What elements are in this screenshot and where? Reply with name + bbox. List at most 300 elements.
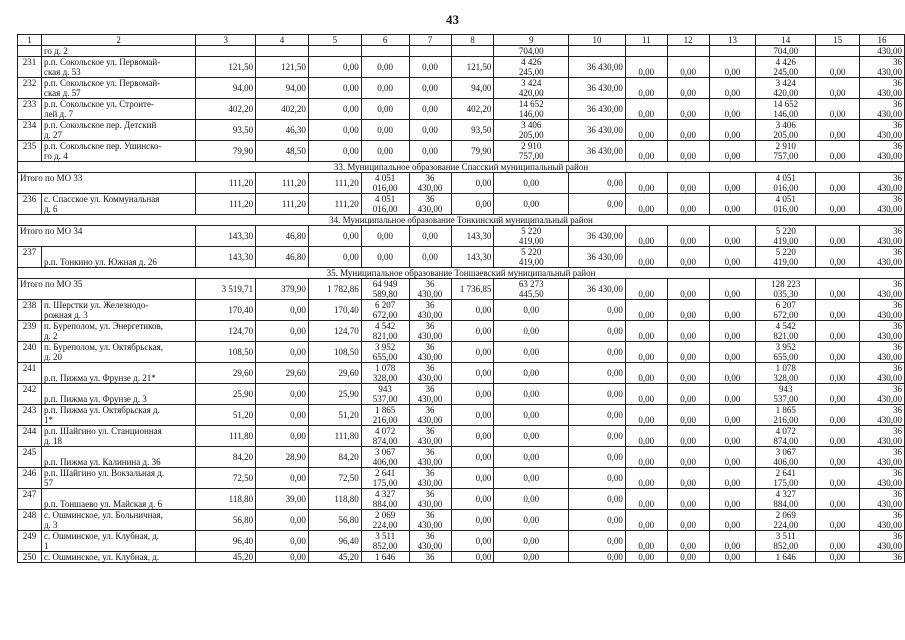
value-cell-16: 36 — [859, 552, 904, 563]
value-cell-5: 84,20 — [308, 447, 361, 468]
value-cell-15: 0,00 — [816, 342, 860, 363]
section-title: 33. Муниципальное образование Спасский муниципальный район — [18, 162, 905, 173]
value-cell-7: 36 430,00 — [409, 510, 451, 531]
header-cell-14: 14 — [756, 35, 816, 46]
value-cell-7: 0,00 — [409, 78, 451, 99]
value-cell-14: 943 537,00 — [756, 384, 816, 405]
value-cell-8: 0,00 — [451, 552, 494, 563]
value-cell-10: 0,00 — [569, 363, 626, 384]
value-cell-7: 36 430,00 — [409, 321, 451, 342]
value-cell-8: 94,00 — [451, 78, 494, 99]
header-cell-7: 7 — [409, 35, 451, 46]
value-cell-13: 0,00 — [709, 300, 756, 321]
table-row — [18, 384, 905, 405]
value-cell-12: 0,00 — [667, 300, 709, 321]
value-cell-11: 0,00 — [625, 141, 667, 162]
value-cell-9: 2 910 757,00 — [494, 141, 569, 162]
value-cell-13: 0,00 — [709, 226, 756, 247]
value-cell-13: 0,00 — [709, 78, 756, 99]
page-number: 43 — [446, 12, 459, 27]
value-cell-14: 1 865 216,00 — [756, 405, 816, 426]
value-cell-14: 3 511 852,00 — [756, 531, 816, 552]
header-cell-2: 2 — [41, 35, 195, 46]
value-cell-16: 36 430,00 — [859, 120, 904, 141]
value-cell-3: 143,30 — [196, 226, 256, 247]
value-cell-9: 0,00 — [494, 300, 569, 321]
value-cell-4: 121,50 — [256, 57, 309, 78]
table-row — [18, 194, 905, 215]
row-number: 247 — [18, 489, 42, 510]
value-cell-6: 943 537,00 — [361, 384, 409, 405]
value-cell-13: 0,00 — [709, 384, 756, 405]
header-cell-8: 8 — [451, 35, 494, 46]
value-cell-14: 4 051 016,00 — [756, 173, 816, 194]
value-cell-7: 36 430,00 — [409, 342, 451, 363]
value-cell-4: 0,00 — [256, 321, 309, 342]
value-cell-7: 36 430,00 — [409, 300, 451, 321]
address-cell: р.п. Сокольское ул. Первомай- ская д. 53 — [41, 57, 195, 78]
value-cell-6 — [361, 46, 409, 57]
value-cell-4: 48,50 — [256, 141, 309, 162]
value-cell-6: 4 542 821,00 — [361, 321, 409, 342]
address-cell: р.п. Шайгино ул. Вокзальная д. 57 — [41, 468, 195, 489]
section-title: 35. Муниципальное образование Тоншаевский муниципальный район — [18, 268, 905, 279]
value-cell-8: 0,00 — [451, 173, 494, 194]
value-cell-9: 4 426 245,00 — [494, 57, 569, 78]
value-cell-3: 56,80 — [196, 510, 256, 531]
value-cell-4: 0,00 — [256, 468, 309, 489]
value-cell-5: 0,00 — [308, 141, 361, 162]
value-cell-14: 4 072 874,00 — [756, 426, 816, 447]
value-cell-5: 0,00 — [308, 120, 361, 141]
value-cell-12: 0,00 — [667, 489, 709, 510]
value-cell-7: 36 430,00 — [409, 531, 451, 552]
value-cell-3: 29,60 — [196, 363, 256, 384]
value-cell-11: 0,00 — [625, 173, 667, 194]
value-cell-13: 0,00 — [709, 321, 756, 342]
value-cell-11: 0,00 — [625, 342, 667, 363]
value-cell-5: 1 782,86 — [308, 279, 361, 300]
data-table — [17, 34, 905, 563]
value-cell-16: 36 430,00 — [859, 363, 904, 384]
value-cell-15: 0,00 — [816, 226, 860, 247]
value-cell-15: 0,00 — [816, 552, 860, 563]
table-row — [18, 552, 905, 563]
value-cell-6: 0,00 — [361, 141, 409, 162]
value-cell-11: 0,00 — [625, 531, 667, 552]
value-cell-6: 4 327 884,00 — [361, 489, 409, 510]
row-number: 239 — [18, 321, 42, 342]
value-cell-13: 0,00 — [709, 247, 756, 268]
value-cell-3: 25,90 — [196, 384, 256, 405]
table-row — [18, 141, 905, 162]
value-cell-12: 0,00 — [667, 141, 709, 162]
value-cell-9: 0,00 — [494, 194, 569, 215]
value-cell-10: 0,00 — [569, 510, 626, 531]
value-cell-16: 36 430,00 — [859, 321, 904, 342]
row-number: 237 — [18, 247, 42, 268]
value-cell-3: 124,70 — [196, 321, 256, 342]
value-cell-8: 0,00 — [451, 321, 494, 342]
header-cell-16: 16 — [859, 35, 904, 46]
address-cell: го д. 2 — [41, 46, 195, 57]
table-row — [18, 531, 905, 552]
address-cell: с. Спасское ул. Коммунальная д. 6 — [41, 194, 195, 215]
value-cell-14: 6 207 672,00 — [756, 300, 816, 321]
value-cell-15: 0,00 — [816, 173, 860, 194]
header-cell-4: 4 — [256, 35, 309, 46]
total-row — [18, 226, 905, 247]
value-cell-8: 143,30 — [451, 226, 494, 247]
value-cell-7: 36 430,00 — [409, 447, 451, 468]
value-cell-8: 0,00 — [451, 489, 494, 510]
value-cell-12: 0,00 — [667, 426, 709, 447]
row-number: 250 — [18, 552, 42, 563]
value-cell-11: 0,00 — [625, 300, 667, 321]
value-cell-14: 4 051 016,00 — [756, 194, 816, 215]
total-row — [18, 279, 905, 300]
header-cell-5: 5 — [308, 35, 361, 46]
table-row — [18, 247, 905, 268]
value-cell-12: 0,00 — [667, 468, 709, 489]
table-row — [18, 321, 905, 342]
value-cell-11: 0,00 — [625, 226, 667, 247]
table-row — [18, 46, 905, 57]
value-cell-9: 3 424 420,00 — [494, 78, 569, 99]
value-cell-4: 28,90 — [256, 447, 309, 468]
value-cell-15: 0,00 — [816, 363, 860, 384]
value-cell-12: 0,00 — [667, 194, 709, 215]
value-cell-16: 36 430,00 — [859, 141, 904, 162]
address-cell: п. Буреполом, ул. Октябрьская, д. 20 — [41, 342, 195, 363]
value-cell-6: 0,00 — [361, 247, 409, 268]
value-cell-14: 3 406 205,00 — [756, 120, 816, 141]
value-cell-15: 0,00 — [816, 279, 860, 300]
value-cell-15: 0,00 — [816, 141, 860, 162]
value-cell-3: 111,20 — [196, 194, 256, 215]
value-cell-12: 0,00 — [667, 247, 709, 268]
value-cell-13: 0,00 — [709, 279, 756, 300]
value-cell-3: 108,50 — [196, 342, 256, 363]
value-cell-7: 36 430,00 — [409, 194, 451, 215]
value-cell-10: 0,00 — [569, 342, 626, 363]
address-cell: р.п. Тоншаево ул. Майская д. 6 — [41, 489, 195, 510]
value-cell-16: 36 430,00 — [859, 247, 904, 268]
value-cell-4: 46,80 — [256, 226, 309, 247]
value-cell-12: 0,00 — [667, 363, 709, 384]
value-cell-9: 0,00 — [494, 363, 569, 384]
value-cell-11: 0,00 — [625, 510, 667, 531]
value-cell-15: 0,00 — [816, 57, 860, 78]
value-cell-10: 36 430,00 — [569, 226, 626, 247]
value-cell-10: 0,00 — [569, 405, 626, 426]
value-cell-13: 0,00 — [709, 426, 756, 447]
section-title: 34. Муниципальное образование Тонкинский муниципальный район — [18, 215, 905, 226]
value-cell-16: 36 430,00 — [859, 173, 904, 194]
header-cell-12: 12 — [667, 35, 709, 46]
value-cell-7: 36 430,00 — [409, 426, 451, 447]
value-cell-11: 0,00 — [625, 384, 667, 405]
value-cell-8: 0,00 — [451, 531, 494, 552]
header-cell-1: 1 — [18, 35, 42, 46]
value-cell-8 — [451, 46, 494, 57]
table-row — [18, 342, 905, 363]
value-cell-9: 0,00 — [494, 510, 569, 531]
value-cell-12: 0,00 — [667, 531, 709, 552]
value-cell-9: 5 220 419,00 — [494, 247, 569, 268]
row-number: 241 — [18, 363, 42, 384]
row-number: 248 — [18, 510, 42, 531]
value-cell-3: 96,40 — [196, 531, 256, 552]
value-cell-12: 0,00 — [667, 173, 709, 194]
table-row — [18, 78, 905, 99]
value-cell-11: 0,00 — [625, 120, 667, 141]
value-cell-8: 0,00 — [451, 426, 494, 447]
value-cell-14: 4 542 821,00 — [756, 321, 816, 342]
table-row — [18, 99, 905, 120]
value-cell-3: 121,50 — [196, 57, 256, 78]
address-cell: п. Шерстки ул. Железнодо- рожная д. 3 — [41, 300, 195, 321]
value-cell-10: 0,00 — [569, 552, 626, 563]
value-cell-6: 3 952 655,00 — [361, 342, 409, 363]
value-cell-16: 36 430,00 — [859, 300, 904, 321]
value-cell-7: 0,00 — [409, 141, 451, 162]
value-cell-4: 94,00 — [256, 78, 309, 99]
header-cell-3: 3 — [196, 35, 256, 46]
value-cell-11: 0,00 — [625, 78, 667, 99]
value-cell-5: 25,90 — [308, 384, 361, 405]
total-label: Итого по МО 33 — [18, 173, 196, 194]
value-cell-14: 1 646 — [756, 552, 816, 563]
value-cell-9: 0,00 — [494, 426, 569, 447]
value-cell-11: 0,00 — [625, 321, 667, 342]
value-cell-11: 0,00 — [625, 57, 667, 78]
value-cell-3: 94,00 — [196, 78, 256, 99]
header-cell-15: 15 — [816, 35, 860, 46]
value-cell-8: 0,00 — [451, 447, 494, 468]
value-cell-14: 14 652 146,00 — [756, 99, 816, 120]
value-cell-12: 0,00 — [667, 226, 709, 247]
value-cell-13: 0,00 — [709, 510, 756, 531]
address-cell: р.п. Сокольское ул. Строите- лей д. 7 — [41, 99, 195, 120]
value-cell-12: 0,00 — [667, 99, 709, 120]
value-cell-10: 36 430,00 — [569, 57, 626, 78]
value-cell-11: 0,00 — [625, 468, 667, 489]
value-cell-9: 0,00 — [494, 384, 569, 405]
value-cell-3: 45,20 — [196, 552, 256, 563]
value-cell-14: 4 426 245,00 — [756, 57, 816, 78]
value-cell-8: 1 736,85 — [451, 279, 494, 300]
address-cell: п. Буреполом, ул. Энергетиков, д. 2 — [41, 321, 195, 342]
value-cell-14: 3 952 655,00 — [756, 342, 816, 363]
row-number: 244 — [18, 426, 42, 447]
value-cell-6: 64 949 589,80 — [361, 279, 409, 300]
value-cell-6: 0,00 — [361, 57, 409, 78]
value-cell-5: 118,80 — [308, 489, 361, 510]
value-cell-13: 0,00 — [709, 363, 756, 384]
value-cell-7 — [409, 46, 451, 57]
value-cell-3: 3 519,71 — [196, 279, 256, 300]
value-cell-3: 402,20 — [196, 99, 256, 120]
value-cell-11: 0,00 — [625, 279, 667, 300]
value-cell-10: 36 430,00 — [569, 141, 626, 162]
row-number: 249 — [18, 531, 42, 552]
value-cell-16: 36 430,00 — [859, 468, 904, 489]
value-cell-13: 0,00 — [709, 194, 756, 215]
value-cell-11: 0,00 — [625, 552, 667, 563]
value-cell-16: 36 430,00 — [859, 531, 904, 552]
value-cell-6: 2 069 224,00 — [361, 510, 409, 531]
value-cell-15: 0,00 — [816, 468, 860, 489]
value-cell-10: 0,00 — [569, 426, 626, 447]
value-cell-7: 36 430,00 — [409, 468, 451, 489]
value-cell-7: 36 430,00 — [409, 489, 451, 510]
address-cell: р.п. Пижма ул. Фрунзе д. 3 — [41, 384, 195, 405]
value-cell-11: 0,00 — [625, 363, 667, 384]
address-cell: р.п. Сокольское пер. Детский д. 27 — [41, 120, 195, 141]
value-cell-11: 0,00 — [625, 489, 667, 510]
value-cell-6: 0,00 — [361, 99, 409, 120]
value-cell-3: 51,20 — [196, 405, 256, 426]
header-cell-10: 10 — [569, 35, 626, 46]
value-cell-14: 3 424 420,00 — [756, 78, 816, 99]
value-cell-5: 170,40 — [308, 300, 361, 321]
value-cell-15: 0,00 — [816, 78, 860, 99]
value-cell-9: 0,00 — [494, 342, 569, 363]
address-cell: р.п. Сокольское ул. Первомай- ская д. 57 — [41, 78, 195, 99]
value-cell-12: 0,00 — [667, 321, 709, 342]
header-cell-11: 11 — [625, 35, 667, 46]
value-cell-9: 0,00 — [494, 552, 569, 563]
value-cell-6: 1 865 216,00 — [361, 405, 409, 426]
value-cell-13: 0,00 — [709, 489, 756, 510]
value-cell-15: 0,00 — [816, 447, 860, 468]
value-cell-13: 0,00 — [709, 468, 756, 489]
value-cell-8: 0,00 — [451, 510, 494, 531]
value-cell-5: 0,00 — [308, 57, 361, 78]
value-cell-13: 0,00 — [709, 120, 756, 141]
value-cell-4: 111,20 — [256, 194, 309, 215]
value-cell-15: 0,00 — [816, 321, 860, 342]
value-cell-14: 2 069 224,00 — [756, 510, 816, 531]
header-cell-13: 13 — [709, 35, 756, 46]
value-cell-10: 0,00 — [569, 194, 626, 215]
address-cell: р.п. Пижма ул. Фрунзе д. 21* — [41, 363, 195, 384]
total-row — [18, 173, 905, 194]
value-cell-16: 36 430,00 — [859, 57, 904, 78]
value-cell-3: 84,20 — [196, 447, 256, 468]
value-cell-10: 0,00 — [569, 531, 626, 552]
value-cell-13: 0,00 — [709, 552, 756, 563]
value-cell-7: 0,00 — [409, 247, 451, 268]
value-cell-6: 4 051 016,00 — [361, 194, 409, 215]
value-cell-11: 0,00 — [625, 426, 667, 447]
value-cell-6: 3 511 852,00 — [361, 531, 409, 552]
table-row — [18, 489, 905, 510]
value-cell-7: 36 430,00 — [409, 279, 451, 300]
value-cell-4: 402,20 — [256, 99, 309, 120]
value-cell-9: 0,00 — [494, 173, 569, 194]
value-cell-11: 0,00 — [625, 405, 667, 426]
value-cell-10: 0,00 — [569, 447, 626, 468]
value-cell-14: 704,00 — [756, 46, 816, 57]
value-cell-9: 0,00 — [494, 468, 569, 489]
value-cell-4: 0,00 — [256, 342, 309, 363]
value-cell-13: 0,00 — [709, 99, 756, 120]
value-cell-9: 3 406 205,00 — [494, 120, 569, 141]
value-cell-3: 79,90 — [196, 141, 256, 162]
row-number: 245 — [18, 447, 42, 468]
value-cell-6: 2 641 175,00 — [361, 468, 409, 489]
value-cell-9: 0,00 — [494, 531, 569, 552]
value-cell-13: 0,00 — [709, 173, 756, 194]
value-cell-8: 0,00 — [451, 384, 494, 405]
value-cell-16: 36 430,00 — [859, 510, 904, 531]
table-row — [18, 447, 905, 468]
value-cell-7: 0,00 — [409, 57, 451, 78]
value-cell-14: 2 910 757,00 — [756, 141, 816, 162]
value-cell-15: 0,00 — [816, 489, 860, 510]
value-cell-5: 0,00 — [308, 99, 361, 120]
value-cell-13: 0,00 — [709, 141, 756, 162]
row-number: 240 — [18, 342, 42, 363]
value-cell-5: 124,70 — [308, 321, 361, 342]
table-row — [18, 468, 905, 489]
table-row — [18, 57, 905, 78]
value-cell-10: 0,00 — [569, 300, 626, 321]
value-cell-14: 128 223 035,30 — [756, 279, 816, 300]
value-cell-8: 143,30 — [451, 247, 494, 268]
row-number: 246 — [18, 468, 42, 489]
value-cell-12: 0,00 — [667, 279, 709, 300]
address-cell: р.п. Шайгино ул. Станционная д. 18 — [41, 426, 195, 447]
value-cell-3: 111,20 — [196, 173, 256, 194]
value-cell-16: 36 430,00 — [859, 226, 904, 247]
address-cell: р.п. Пижма ул. Калинина д. 36 — [41, 447, 195, 468]
address-cell: р.п. Сокольское пер. Ушинско- го д. 4 — [41, 141, 195, 162]
value-cell-8: 0,00 — [451, 468, 494, 489]
value-cell-4: 0,00 — [256, 552, 309, 563]
value-cell-10: 0,00 — [569, 489, 626, 510]
value-cell-5: 108,50 — [308, 342, 361, 363]
value-cell-16: 36 430,00 — [859, 342, 904, 363]
value-cell-5: 29,60 — [308, 363, 361, 384]
value-cell-3: 72,50 — [196, 468, 256, 489]
value-cell-3: 111,80 — [196, 426, 256, 447]
value-cell-6: 0,00 — [361, 120, 409, 141]
value-cell-5: 72,50 — [308, 468, 361, 489]
value-cell-8: 93,50 — [451, 120, 494, 141]
table-row — [18, 510, 905, 531]
value-cell-9: 0,00 — [494, 489, 569, 510]
value-cell-3: 143,30 — [196, 247, 256, 268]
value-cell-9: 0,00 — [494, 405, 569, 426]
value-cell-14: 5 220 419,00 — [756, 247, 816, 268]
value-cell-12: 0,00 — [667, 552, 709, 563]
value-cell-4: 46,80 — [256, 247, 309, 268]
row-number: 234 — [18, 120, 42, 141]
value-cell-10: 36 430,00 — [569, 279, 626, 300]
value-cell-9: 5 220 419,00 — [494, 226, 569, 247]
value-cell-8: 121,50 — [451, 57, 494, 78]
value-cell-15: 0,00 — [816, 384, 860, 405]
value-cell-14: 1 078 328,00 — [756, 363, 816, 384]
value-cell-10: 36 430,00 — [569, 120, 626, 141]
value-cell-4 — [256, 46, 309, 57]
value-cell-16: 36 430,00 — [859, 78, 904, 99]
value-cell-11: 0,00 — [625, 247, 667, 268]
value-cell-15: 0,00 — [816, 247, 860, 268]
